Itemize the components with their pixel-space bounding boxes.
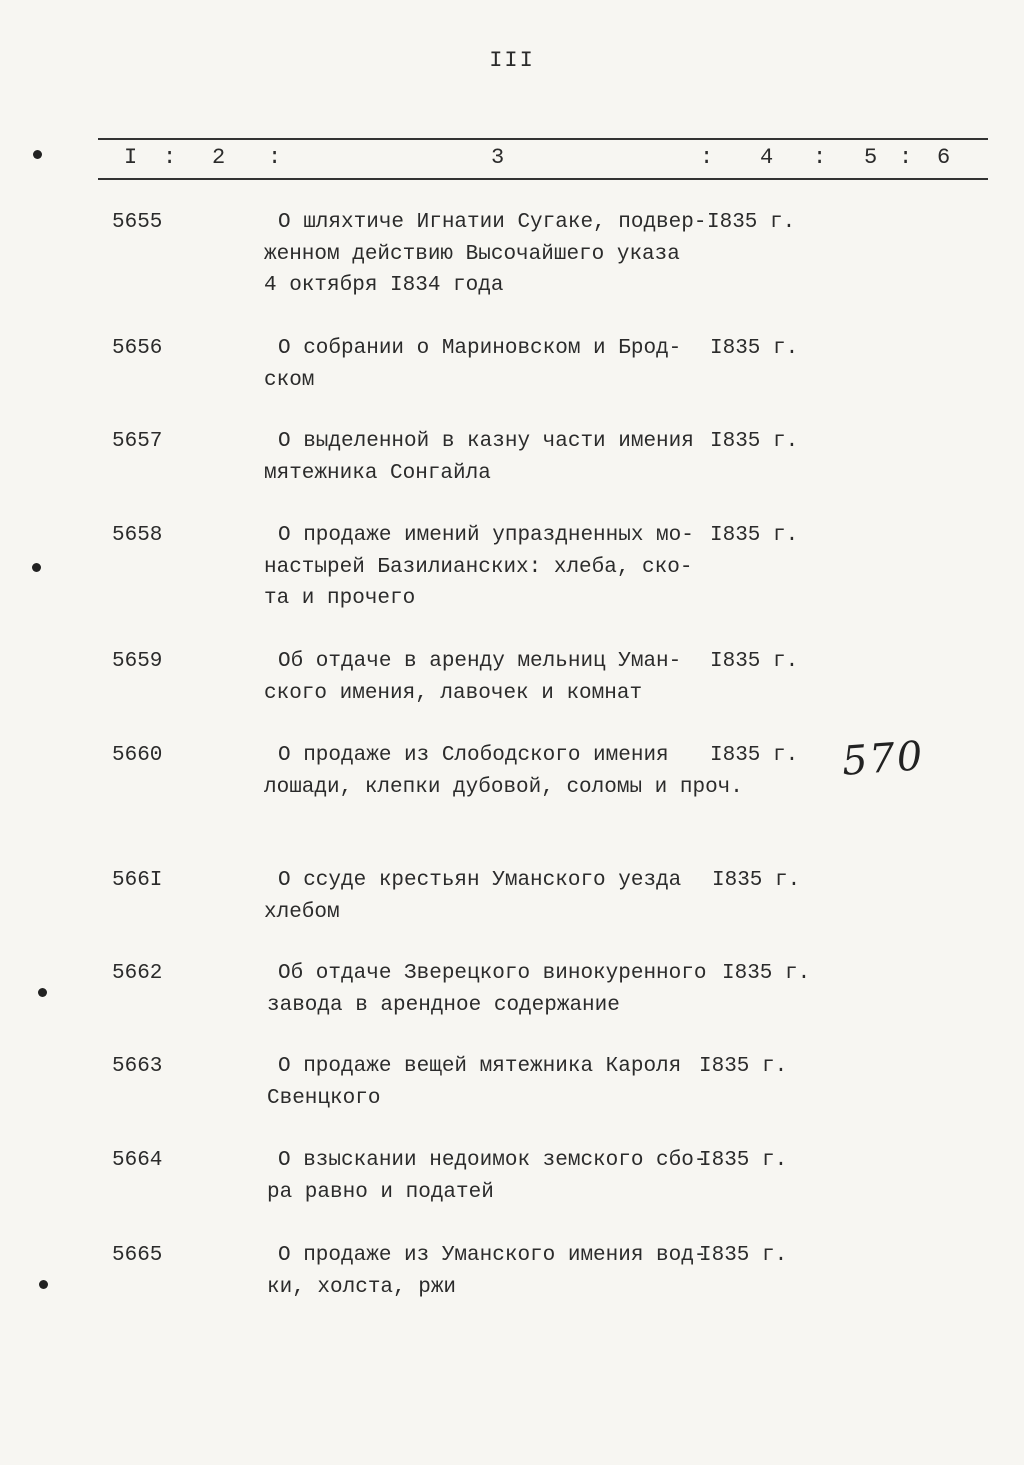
handwritten-note: 570 [840, 733, 926, 785]
entry-number: 5662 [112, 962, 163, 985]
entry-title-line: ского имения, лавочек и комнат [264, 682, 643, 705]
entry-title-line: Об отдаче в аренду мельниц Уман- [278, 650, 682, 673]
entry-number: 5657 [112, 430, 163, 453]
column-header-5: 5 [864, 145, 878, 170]
entry-title-line: женном действию Высочайшего указа [264, 243, 680, 266]
entry-title-line: О продаже из Уманского имения вод- [278, 1244, 707, 1267]
column-header-1: I [124, 145, 138, 170]
entry-title-line: мятежника Сонгайла [264, 462, 491, 485]
entry-number: 5658 [112, 524, 163, 547]
entry-date: I835 г. [699, 1055, 788, 1078]
entry-title-line: О продаже из Слободского имения [278, 744, 669, 767]
entry-title-line: О ссуде крестьян Уманского уезда [278, 869, 682, 892]
entry-title-line: О продаже имений упраздненных мо- [278, 524, 694, 547]
header-bottom-rule [98, 178, 988, 180]
entry-date: I835 г. [710, 744, 799, 767]
column-header-6: 6 [937, 145, 951, 170]
entry-title-line: О продаже вещей мятежника Кароля [278, 1055, 682, 1078]
entry-title-line: 4 октября I834 года [264, 274, 504, 297]
entry-date: I835 г. [712, 869, 801, 892]
entry-number: 5655 [112, 211, 163, 234]
entry-title-line: Об отдаче Зверецкого винокуренного [278, 962, 707, 985]
entry-title-line: ском [264, 369, 315, 392]
entry-date: I835 г. [710, 337, 799, 360]
entry-title-line: лошади, клепки дубовой, соломы и проч. [264, 776, 743, 799]
column-separator: : [700, 145, 714, 170]
column-separator: : [899, 145, 913, 170]
entry-date: I835 г. [722, 962, 811, 985]
entry-date: I835 г. [710, 524, 799, 547]
entry-number: 5664 [112, 1149, 163, 1172]
entry-title-line: О выделенной в казну части имения [278, 430, 694, 453]
column-header-4: 4 [760, 145, 774, 170]
entry-title-line: та и прочего [264, 587, 416, 610]
page-number: III [489, 48, 535, 73]
column-separator: : [163, 145, 177, 170]
binder-hole-mark [33, 150, 42, 159]
entry-number: 5665 [112, 1244, 163, 1267]
entry-date: I835 г. [699, 1149, 788, 1172]
header-top-rule [98, 138, 988, 140]
column-separator: : [813, 145, 827, 170]
entry-date: I835 г. [707, 211, 796, 234]
entry-date: I835 г. [699, 1244, 788, 1267]
entry-date: I835 г. [710, 430, 799, 453]
entry-title-line: Свенцкого [267, 1087, 381, 1110]
entry-title-line: настырей Базилианских: хлеба, ско- [264, 556, 693, 579]
entry-title-line: О шляхтиче Игнатии Сугаке, подвер- [278, 211, 707, 234]
entry-title-line: хлебом [264, 901, 340, 924]
column-separator: : [268, 145, 282, 170]
entry-number: 5663 [112, 1055, 163, 1078]
entry-title-line: О взыскании недоимок земского сбо- [278, 1149, 707, 1172]
entry-date: I835 г. [710, 650, 799, 673]
entry-number: 566I [112, 869, 163, 892]
binder-hole-mark [39, 1280, 48, 1289]
binder-hole-mark [38, 988, 47, 997]
entry-number: 5659 [112, 650, 163, 673]
entry-title-line: ки, холста, ржи [267, 1276, 457, 1299]
entry-number: 5656 [112, 337, 163, 360]
column-header-2: 2 [212, 145, 226, 170]
entry-title-line: О собрании о Мариновском и Брод- [278, 337, 682, 360]
entry-title-line: завода в арендное содержание [267, 994, 620, 1017]
entry-title-line: ра равно и податей [267, 1181, 494, 1204]
entry-number: 5660 [112, 744, 163, 767]
binder-hole-mark [32, 563, 41, 572]
column-header-3: 3 [491, 145, 505, 170]
